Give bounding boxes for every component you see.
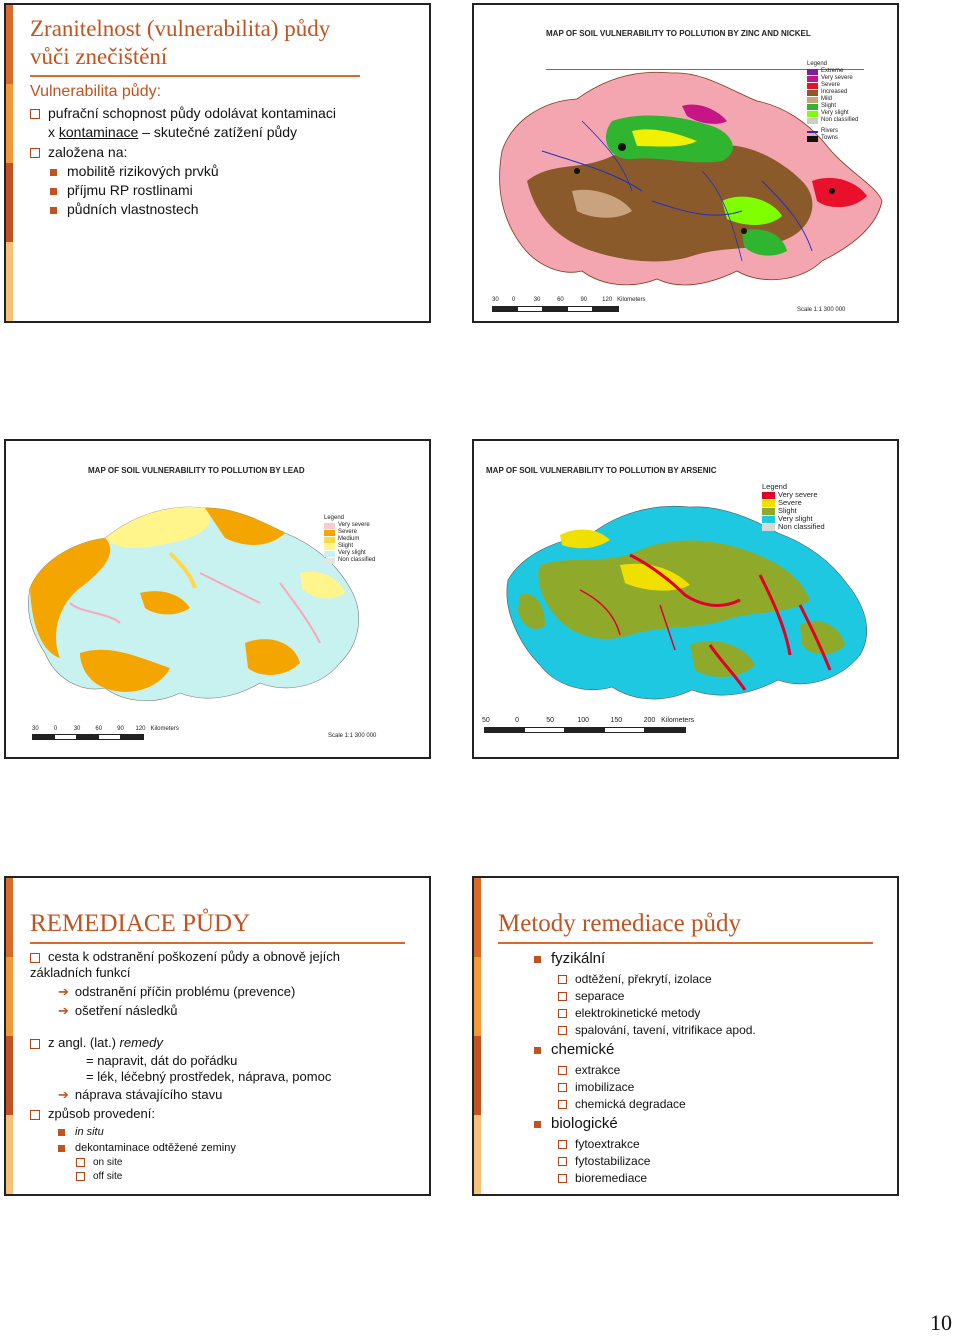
legend-item <box>324 550 375 557</box>
slide-remediation <box>4 876 431 1196</box>
method-item-text: separace <box>575 989 625 1003</box>
title-line-1: Zranitelnost (vulnerabilita) půdy <box>30 16 331 41</box>
method-item-text: chemická degradace <box>575 1097 686 1111</box>
legend-item <box>807 135 858 142</box>
sub-bullet-text: in situ <box>75 1126 104 1138</box>
legend-label: Very slight <box>338 550 366 556</box>
scale-unit: Kilometers <box>661 717 695 724</box>
method-group <box>534 1041 614 1059</box>
legend-label: Severe <box>778 498 802 507</box>
map-title: MAP OF SOIL VULNERABILITY TO POLLUTION BY LEAD <box>88 466 305 475</box>
method-item-text: bioremediace <box>575 1171 648 1185</box>
title-underline <box>30 942 405 944</box>
legend-label: Severe <box>821 82 841 88</box>
legend-label: Increased <box>821 89 848 95</box>
scale-ticks <box>482 717 694 724</box>
legend-item <box>807 89 858 96</box>
bullet-based-on <box>30 143 127 161</box>
slide-title: Metody remediace půdy <box>498 910 741 937</box>
method-item-text: elektrokinetické metody <box>575 1006 701 1020</box>
scale-tick: 30 <box>492 297 499 303</box>
bullet-method <box>30 1105 155 1123</box>
legend-label: Non classified <box>338 557 376 563</box>
legend-label: Extreme <box>821 68 844 74</box>
slide-title: REMEDIACE PŮDY <box>30 910 251 937</box>
definition-line: = napravit, dát do pořádku <box>86 1053 238 1068</box>
slide-title <box>30 15 330 71</box>
contamination-link-text: kontaminace <box>58 124 139 140</box>
bullet-text-cont: základních funkcí <box>30 965 131 980</box>
map-legend <box>762 483 825 531</box>
method-group <box>534 1115 618 1133</box>
title-underline <box>30 75 360 77</box>
method-item-text: extrakce <box>575 1063 621 1077</box>
legend-label: Very severe <box>821 75 853 81</box>
scale-tick: 120 <box>135 726 146 732</box>
method-group-label: chemické <box>551 1041 615 1058</box>
remedy-word: remedy <box>119 1035 163 1050</box>
filled-square-icon <box>50 207 57 214</box>
arrow-right-icon: ➔ <box>58 1087 69 1102</box>
scale-tick: 0 <box>512 297 516 303</box>
legend-item <box>324 529 375 536</box>
hollow-square-icon <box>76 1172 85 1181</box>
legend-label: Non classified <box>778 522 825 531</box>
method-item <box>558 1078 634 1096</box>
scale-tick: 90 <box>117 726 124 732</box>
bullet-buffer <box>30 104 336 122</box>
scale-ticks <box>492 297 646 303</box>
scale-unit: Kilometers <box>617 297 646 303</box>
hollow-square-icon <box>558 992 567 1001</box>
legend-item <box>807 128 858 135</box>
dash-text: – <box>138 124 154 140</box>
bullet-text: cesta k odstranění poškození půdy a obnově jejích <box>48 949 340 964</box>
legend-label: Rivers <box>821 128 839 134</box>
map-legend <box>807 61 858 142</box>
definition-line: = lék, léčebný prostředek, náprava, pomoc <box>86 1069 332 1084</box>
scale-tick: 100 <box>577 717 590 724</box>
map-title: MAP OF SOIL VULNERABILITY TO POLLUTION BY ARSENIC <box>486 466 717 475</box>
scale-ticks <box>32 726 179 732</box>
method-item <box>558 970 712 988</box>
legend-item <box>807 68 858 75</box>
title-line-2: vůči znečištění <box>30 44 168 69</box>
legend-title: Legend <box>807 61 828 67</box>
hollow-square-icon <box>558 1157 567 1166</box>
bullet-text: z angl. (lat.) <box>48 1035 120 1050</box>
arrow-right-icon: ➔ <box>58 984 69 999</box>
legend-item <box>807 110 858 117</box>
hollow-square-icon <box>558 975 567 984</box>
scale-tick: 60 <box>95 726 103 732</box>
method-item <box>558 1095 686 1113</box>
method-group <box>534 950 605 968</box>
method-item <box>558 1061 620 1079</box>
arrow-item-text: náprava stávajícího stavu <box>74 1087 223 1102</box>
bullet-remedy <box>30 1034 163 1052</box>
scale-tick: 200 <box>643 717 656 724</box>
sub-sub-bullet-text: on site <box>93 1157 123 1168</box>
method-item <box>558 1135 640 1153</box>
hollow-square-icon <box>558 1026 567 1035</box>
hollow-square-icon <box>558 1100 567 1109</box>
filled-square-icon <box>50 188 57 195</box>
contamination-rest: skutečné zatížení půdy <box>153 124 298 140</box>
legend-label: Very slight <box>821 110 849 116</box>
filled-square-icon <box>58 1129 65 1136</box>
hollow-square-icon <box>558 1083 567 1092</box>
scale-tick: 150 <box>610 717 623 724</box>
legend-item <box>324 543 375 550</box>
slide-remediation-methods <box>472 876 899 1196</box>
scale-text: Scale 1:1 300 000 <box>797 307 846 313</box>
arrow-item-text: odstranění příčin problému (prevence) <box>74 984 296 999</box>
legend-item <box>807 103 858 110</box>
bullet-path <box>30 949 340 981</box>
scale-tick: 0 <box>53 726 58 732</box>
legend-label: Non classified <box>821 117 859 123</box>
bullet-text: pufrační schopnost půdy odolávat kontaminaci <box>48 105 336 121</box>
method-item-text: spalování, tavení, vitrifikace apod. <box>575 1023 756 1037</box>
subtitle: Vulnerabilita půdy: <box>30 83 162 100</box>
legend-item <box>807 82 858 89</box>
filled-square-icon <box>58 1145 65 1152</box>
scale-tick: 90 <box>580 297 588 303</box>
slide-arsenic-map <box>472 439 899 759</box>
hollow-square-icon <box>76 1158 85 1167</box>
hollow-square-icon <box>558 1066 567 1075</box>
bullet-text: způsob provedení: <box>48 1106 155 1121</box>
method-group-label: biologické <box>551 1115 618 1132</box>
method-group-label: fyzikální <box>551 950 606 967</box>
scale-tick: 120 <box>602 297 613 303</box>
legend-title: Legend <box>762 482 788 491</box>
legend-item <box>324 522 375 529</box>
method-item-text: odtěžení, překrytí, izolace <box>575 972 712 986</box>
lead-map-image <box>20 493 365 718</box>
sub-bullet <box>50 200 199 218</box>
method-item <box>558 1021 756 1039</box>
arrow-item <box>58 1086 222 1104</box>
legend-label: Very severe <box>778 490 818 499</box>
slide-accent-bar <box>474 878 481 1194</box>
method-item <box>558 1152 650 1170</box>
scale-tick: 50 <box>546 717 555 724</box>
sub-bullet <box>50 162 219 180</box>
title-underline <box>498 942 873 944</box>
arrow-right-icon: ➔ <box>58 1003 69 1018</box>
sub-bullet-text: příjmu RP rostlinami <box>67 182 193 198</box>
slide-accent-bar <box>6 5 13 321</box>
sub-sub-bullet-text: off site <box>93 1171 123 1182</box>
scale-tick: 30 <box>32 726 39 732</box>
filled-square-icon <box>50 169 57 176</box>
slide-zinc-nickel-map <box>472 3 899 323</box>
legend-title: Legend <box>324 515 345 521</box>
sub-bullet <box>50 181 193 199</box>
slide-accent-bar <box>6 878 13 1194</box>
legend-label: Medium <box>338 536 360 542</box>
hollow-square-icon <box>30 953 40 963</box>
hollow-square-icon <box>30 1110 40 1120</box>
bullet-contamination <box>48 123 297 141</box>
legend-label: Towns <box>821 135 839 141</box>
legend-label: Severe <box>338 529 358 535</box>
method-item-text: fytostabilizace <box>575 1154 651 1168</box>
scale-bar <box>32 734 144 740</box>
map-title: MAP OF SOIL VULNERABILITY TO POLLUTION BY ZINC AND NICKEL <box>546 29 811 38</box>
legend-label: Slight <box>821 103 837 109</box>
scale-tick: 60 <box>557 297 564 303</box>
scale-unit: Kilometers <box>150 726 179 732</box>
legend-label: Mild <box>821 96 833 102</box>
page-number: 10 <box>930 1310 952 1335</box>
sub-bullet-text: půdních vlastnostech <box>67 201 199 217</box>
scale-bar <box>484 727 686 733</box>
arrow-item <box>58 1002 178 1020</box>
hollow-square-icon <box>558 1174 567 1183</box>
method-item <box>558 1169 647 1187</box>
legend-label: Very slight <box>778 514 813 523</box>
method-item-text: fytoextrakce <box>575 1137 640 1151</box>
sub-sub-bullet <box>76 1168 122 1186</box>
legend-item <box>807 75 858 82</box>
scale-tick: 0 <box>515 717 519 724</box>
scale-text: Scale 1:1 300 000 <box>328 733 377 739</box>
legend-item <box>324 557 375 564</box>
legend-label: Very severe <box>338 522 370 528</box>
bullet-text: založena na: <box>48 144 128 160</box>
scale-tick: 30 <box>533 297 541 303</box>
arrow-item-text: ošetření následků <box>74 1003 178 1018</box>
scale-bar <box>492 306 619 312</box>
scale-tick: 30 <box>73 726 81 732</box>
legend-label: Slight <box>778 506 797 515</box>
sub-bullet-text: dekontaminace odtěžené zeminy <box>75 1142 236 1154</box>
legend-item <box>324 536 375 543</box>
method-item <box>558 987 624 1005</box>
method-item <box>558 1004 700 1022</box>
hollow-square-icon <box>30 1039 40 1049</box>
legend-item <box>762 523 825 531</box>
hollow-square-icon <box>30 109 40 119</box>
hollow-square-icon <box>30 148 40 158</box>
filled-square-icon <box>534 1047 541 1054</box>
method-item-text: imobilizace <box>575 1080 635 1094</box>
slide-vulnerability-intro <box>4 3 431 323</box>
legend-item <box>807 117 858 124</box>
legend-item <box>807 96 858 103</box>
arrow-item <box>58 983 295 1001</box>
legend-label: Slight <box>338 543 354 549</box>
prefix-text: x <box>48 124 59 140</box>
filled-square-icon <box>534 1121 541 1128</box>
filled-square-icon <box>534 956 541 963</box>
scale-tick: 50 <box>482 717 490 724</box>
map-legend <box>324 515 375 564</box>
slide-lead-map <box>4 439 431 759</box>
hollow-square-icon <box>558 1009 567 1018</box>
hollow-square-icon <box>558 1140 567 1149</box>
sub-bullet-text: mobilitě rizikových prvků <box>67 163 219 179</box>
